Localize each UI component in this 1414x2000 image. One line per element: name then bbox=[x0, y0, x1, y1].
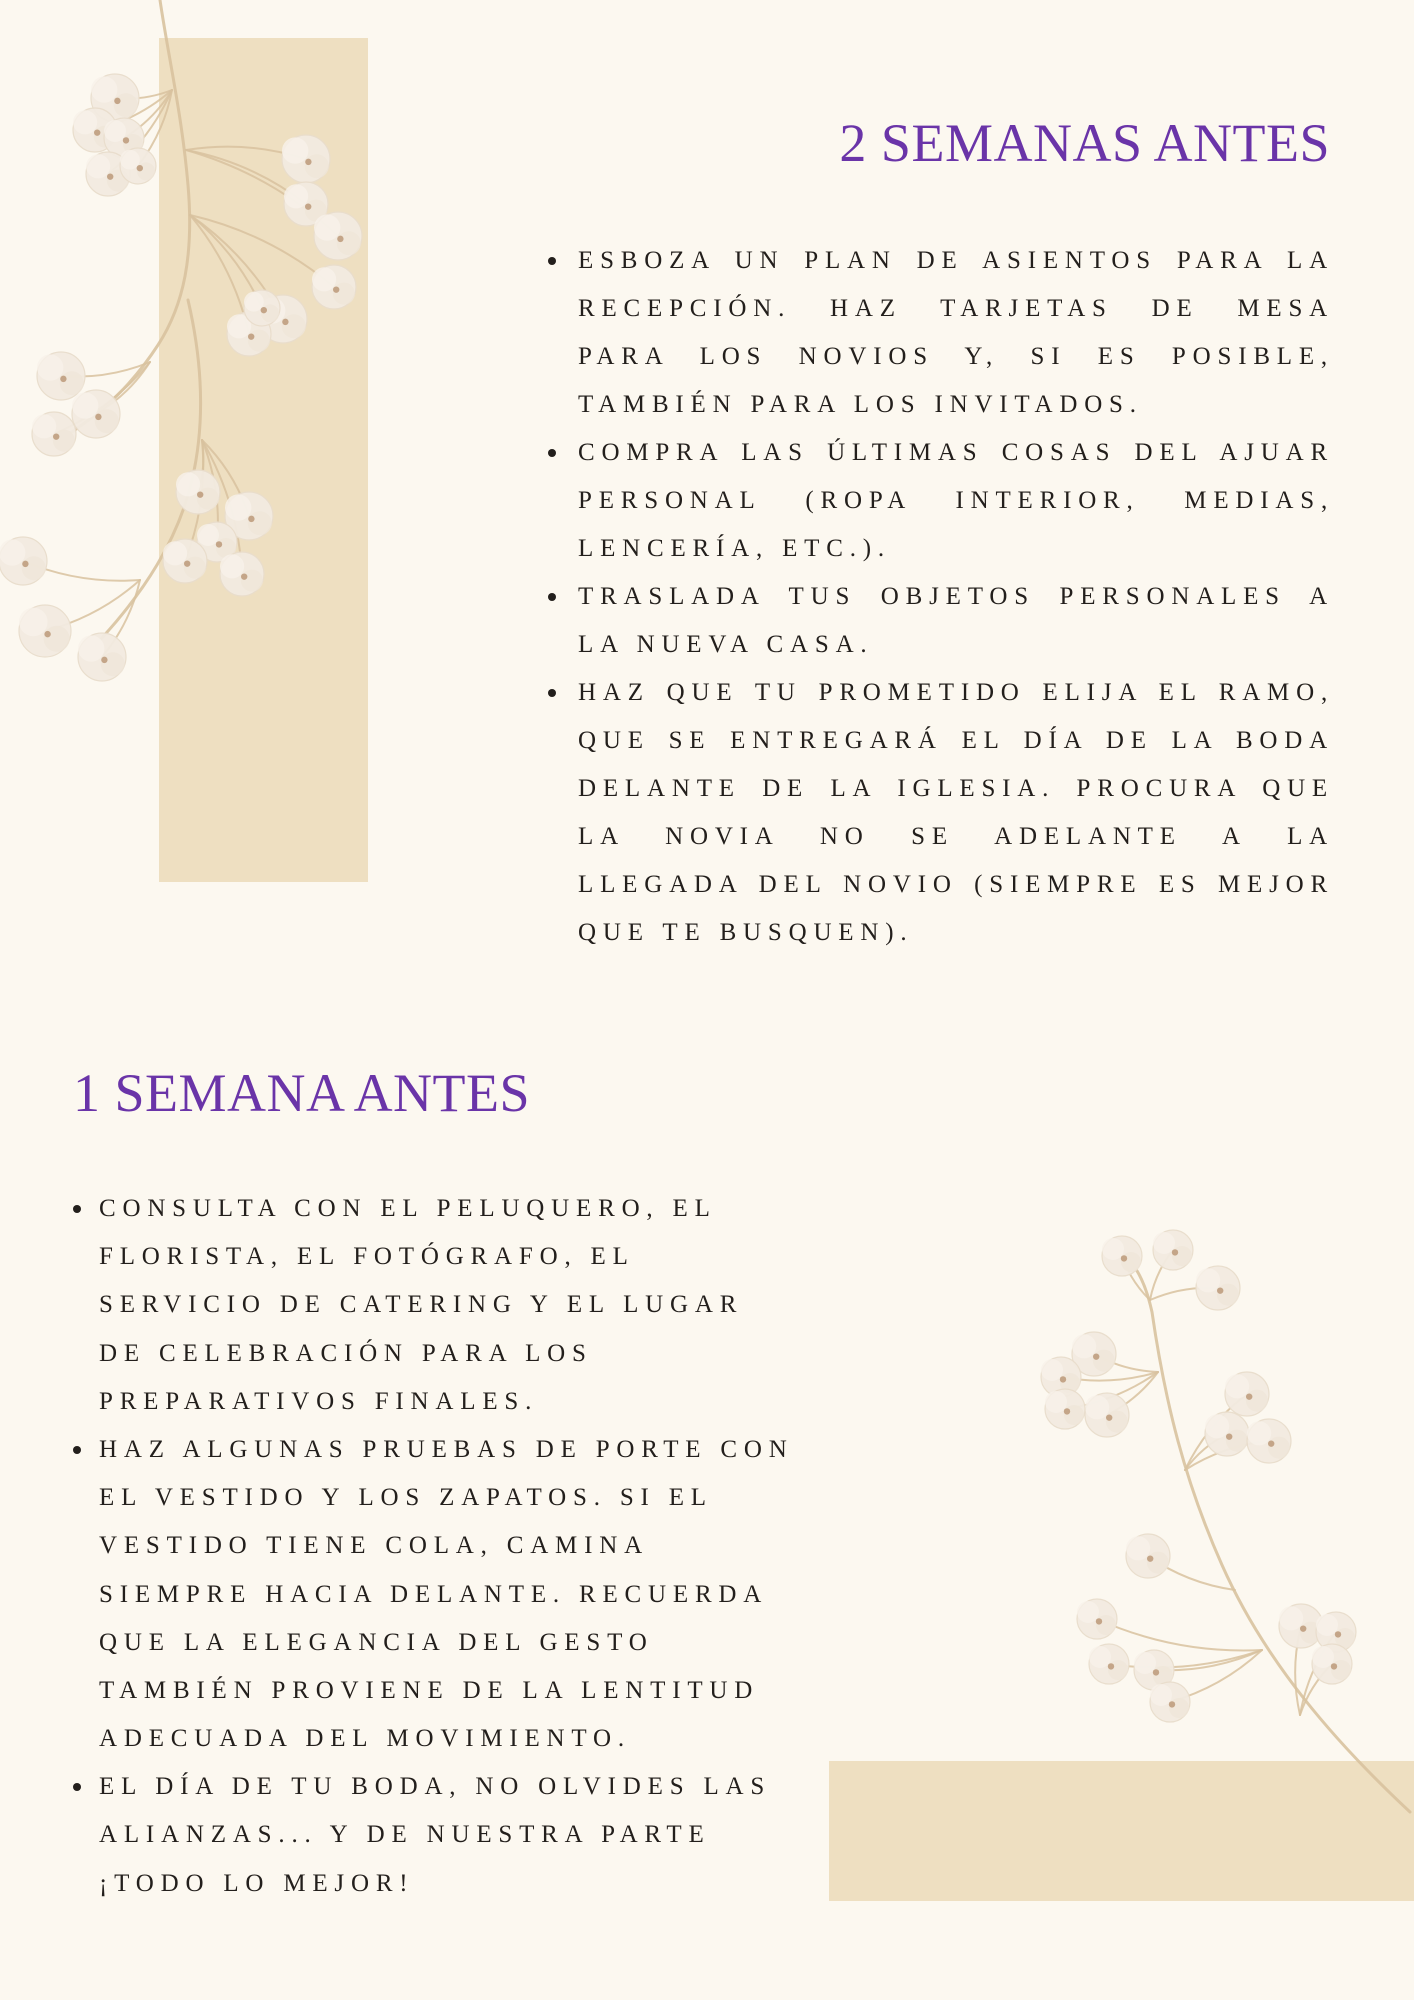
floral-branch-top-left-icon bbox=[0, 0, 362, 681]
section-heading-one-week: 1 SEMANA ANTES bbox=[73, 1063, 531, 1123]
list-item-line: DE CELEBRACIÓN PARA LOS bbox=[99, 1339, 593, 1367]
checklist-one-week bbox=[99, 1185, 839, 1908]
flower-bud bbox=[19, 605, 71, 657]
list-item-line: QUE TE BUSQUEN). bbox=[578, 919, 914, 946]
bud-petal bbox=[241, 570, 263, 592]
bud-center bbox=[1246, 1393, 1252, 1399]
bud-petal bbox=[101, 652, 125, 676]
list-item-line: CONSULTA CON EL PELUQUERO, EL bbox=[99, 1195, 717, 1222]
list-item-line: EL DÍA DE TU BODA, NO OLVIDES LAS bbox=[99, 1773, 772, 1801]
bud-petal bbox=[163, 541, 187, 565]
flower-bud bbox=[1045, 1389, 1085, 1429]
flower-bud bbox=[220, 552, 264, 596]
bud-petal bbox=[1085, 1395, 1109, 1419]
bud-petal bbox=[73, 110, 97, 134]
bud-petal bbox=[1169, 1698, 1189, 1718]
bud-petal bbox=[282, 314, 306, 338]
bullet-icon bbox=[548, 689, 556, 697]
bud-center bbox=[1153, 1669, 1159, 1675]
list-item bbox=[578, 237, 1334, 429]
flower-bud bbox=[1196, 1266, 1240, 1310]
bud-petal bbox=[1077, 1601, 1099, 1623]
list-item-line: PREPARATIVOS FINALES. bbox=[99, 1387, 539, 1415]
bud-petal bbox=[44, 626, 70, 652]
branch-stem bbox=[1128, 1258, 1410, 1812]
bud-center bbox=[248, 516, 254, 522]
bud-center bbox=[1331, 1663, 1337, 1669]
bud-center bbox=[1300, 1625, 1306, 1631]
bud-petal bbox=[337, 231, 361, 255]
bud-center bbox=[114, 98, 120, 104]
bud-center bbox=[60, 376, 66, 382]
list-item-line: LLEGADA DEL NOVIO (SIEMPRE ES MEJOR bbox=[578, 871, 1334, 898]
bud-petal bbox=[312, 267, 336, 291]
list-item-line: ADECUADA DEL MOVIMIENTO. bbox=[99, 1725, 631, 1753]
bud-petal bbox=[1268, 1437, 1290, 1459]
bud-center bbox=[123, 137, 129, 143]
branch-stem bbox=[72, 0, 190, 432]
flower-bud bbox=[1205, 1412, 1249, 1456]
bud-petal bbox=[1108, 1660, 1128, 1680]
list-item-line: LENCERÍA, ETC.). bbox=[578, 535, 891, 562]
bud-center bbox=[1108, 1663, 1114, 1669]
flower-bud bbox=[32, 412, 76, 456]
bud-petal bbox=[314, 214, 340, 240]
bud-center bbox=[305, 203, 311, 209]
bud-petal bbox=[60, 371, 84, 395]
section-heading-two-weeks: 2 SEMANAS ANTES bbox=[839, 113, 1330, 173]
list-item-line: QUE LA ELEGANCIA DEL GESTO bbox=[99, 1628, 654, 1656]
flower-bud bbox=[282, 135, 330, 183]
bud-petal bbox=[1106, 1411, 1128, 1433]
bud-petal bbox=[1072, 1334, 1096, 1358]
bud-petal bbox=[1045, 1391, 1067, 1413]
list-item-line: LA NOVIA NO SE ADELANTE A LA bbox=[578, 823, 1334, 850]
list-item bbox=[578, 669, 1334, 957]
bud-center bbox=[22, 561, 28, 567]
flower-bud bbox=[1089, 1644, 1129, 1684]
flower-bud bbox=[176, 470, 220, 514]
bud-center bbox=[1172, 1249, 1178, 1255]
flower-bud bbox=[1247, 1419, 1291, 1463]
bud-center bbox=[333, 286, 339, 292]
flower-bud bbox=[1085, 1393, 1129, 1437]
bud-petal bbox=[1316, 1614, 1338, 1636]
list-item-line: RECEPCIÓN. HAZ TARJETAS DE MESA bbox=[578, 295, 1334, 322]
bud-center bbox=[137, 165, 143, 171]
flower-bud bbox=[312, 265, 356, 309]
bud-petal bbox=[114, 93, 138, 117]
flower-bud bbox=[78, 633, 126, 681]
bud-petal bbox=[1205, 1414, 1229, 1438]
bud-center bbox=[1226, 1433, 1232, 1439]
bullet-icon bbox=[548, 593, 556, 601]
bud-petal bbox=[333, 283, 355, 305]
bud-center bbox=[1093, 1353, 1099, 1359]
list-item-line: PARA LOS NOVIOS Y, SI ES POSIBLE, bbox=[578, 343, 1334, 370]
bud-center bbox=[261, 307, 267, 313]
bud-petal bbox=[1172, 1246, 1192, 1266]
bud-petal bbox=[1121, 1252, 1141, 1272]
bud-petal bbox=[225, 494, 251, 520]
list-item-line: TAMBIÉN PROVIENE DE LA LENTITUD bbox=[99, 1676, 760, 1704]
bud-petal bbox=[1126, 1536, 1150, 1560]
list-item-line: ALIANZAS... Y DE NUESTRA PARTE bbox=[99, 1821, 711, 1849]
bud-center bbox=[1064, 1408, 1070, 1414]
bud-petal bbox=[120, 150, 140, 170]
bud-center bbox=[1060, 1376, 1066, 1382]
flower-bud bbox=[1153, 1230, 1193, 1270]
bud-petal bbox=[248, 511, 272, 535]
bud-petal bbox=[244, 292, 264, 312]
bud-petal bbox=[1312, 1646, 1334, 1668]
bud-petal bbox=[1102, 1238, 1124, 1260]
flower-bud bbox=[1077, 1599, 1117, 1639]
bud-petal bbox=[91, 76, 117, 102]
bud-center bbox=[1096, 1618, 1102, 1624]
bullet-icon bbox=[73, 1446, 81, 1454]
list-item bbox=[99, 1763, 839, 1908]
list-item-line: ESBOZA UN PLAN DE ASIENTOS PARA LA bbox=[578, 247, 1334, 274]
bud-petal bbox=[1096, 1615, 1116, 1635]
flower-bud bbox=[0, 537, 47, 585]
flower-bud bbox=[314, 212, 362, 260]
bud-petal bbox=[37, 354, 63, 380]
bud-petal bbox=[1246, 1390, 1268, 1412]
checklist-two-weeks bbox=[578, 237, 1334, 957]
bud-center bbox=[44, 631, 50, 637]
list-item-line: COMPRA LAS ÚLTIMAS COSAS DEL AJUAR bbox=[578, 439, 1334, 466]
list-item-line: ¡TODO LO MEJOR! bbox=[99, 1869, 415, 1897]
bud-center bbox=[107, 173, 113, 179]
list-item-line: TAMBIÉN PARA LOS INVITADOS. bbox=[578, 391, 1143, 418]
list-item-line: LA NUEVA CASA. bbox=[578, 631, 874, 658]
list-item-line: HAZ QUE TU PROMETIDO ELIJA EL RAMO, bbox=[578, 679, 1334, 706]
list-item-line: SERVICIO DE CATERING Y EL LUGAR bbox=[99, 1291, 744, 1319]
flower-bud bbox=[1150, 1682, 1190, 1722]
bud-center bbox=[53, 433, 59, 439]
flower-bud bbox=[1102, 1236, 1142, 1276]
bullet-icon bbox=[73, 1205, 81, 1213]
bud-petal bbox=[305, 154, 329, 178]
bud-petal bbox=[1331, 1660, 1351, 1680]
bud-petal bbox=[1147, 1552, 1169, 1574]
bud-center bbox=[248, 333, 254, 339]
bud-petal bbox=[197, 488, 219, 510]
list-item-line: QUE SE ENTREGARÁ EL DÍA DE LA BODA bbox=[578, 727, 1334, 754]
bud-petal bbox=[72, 392, 98, 418]
bud-petal bbox=[1225, 1374, 1249, 1398]
bud-petal bbox=[220, 554, 244, 578]
floral-branch-bottom-right-icon bbox=[1041, 1230, 1410, 1812]
bud-petal bbox=[1064, 1405, 1084, 1425]
bud-petal bbox=[184, 557, 206, 579]
bud-petal bbox=[19, 608, 48, 637]
bud-petal bbox=[1153, 1232, 1175, 1254]
bud-petal bbox=[78, 635, 104, 661]
flower-bud bbox=[37, 352, 85, 400]
bud-center bbox=[1217, 1287, 1223, 1293]
bud-center bbox=[95, 414, 101, 420]
bud-petal bbox=[22, 556, 46, 580]
bud-petal bbox=[1279, 1606, 1303, 1630]
flower-bud bbox=[244, 290, 280, 326]
list-item-line: PERSONAL (ROPA INTERIOR, MEDIAS, bbox=[578, 487, 1334, 514]
flower-bud bbox=[120, 148, 156, 184]
bud-petal bbox=[32, 414, 56, 438]
flower-bud bbox=[72, 390, 120, 438]
list-item-line: HAZ ALGUNAS PRUEBAS DE PORTE CON bbox=[99, 1435, 794, 1463]
bullet-icon bbox=[548, 449, 556, 457]
bud-petal bbox=[197, 524, 219, 546]
bud-petal bbox=[1247, 1421, 1271, 1445]
bud-petal bbox=[95, 409, 119, 433]
bud-center bbox=[197, 491, 203, 497]
flower-bud bbox=[163, 539, 207, 583]
branch-stem bbox=[100, 300, 201, 640]
bud-petal bbox=[1226, 1430, 1248, 1452]
flower-bud bbox=[1225, 1372, 1269, 1416]
bud-petal bbox=[176, 472, 200, 496]
bud-petal bbox=[282, 137, 308, 163]
bud-center bbox=[101, 657, 107, 663]
bud-center bbox=[1147, 1555, 1153, 1561]
twig-stem bbox=[190, 215, 334, 287]
bud-center bbox=[241, 573, 247, 579]
bud-center bbox=[305, 159, 311, 165]
flower-bud bbox=[1126, 1534, 1170, 1578]
twig-stem bbox=[1097, 1619, 1262, 1650]
bud-center bbox=[1121, 1255, 1127, 1261]
list-item-line: DELANTE DE LA IGLESIA. PROCURA QUE bbox=[578, 775, 1334, 802]
bud-petal bbox=[104, 120, 126, 142]
bud-petal bbox=[284, 184, 308, 208]
bud-center bbox=[216, 541, 222, 547]
list-item-line: VESTIDO TIENE COLA, CAMINA bbox=[99, 1532, 649, 1560]
bud-center bbox=[282, 319, 288, 325]
flower-bud bbox=[1312, 1644, 1352, 1684]
bud-petal bbox=[1089, 1646, 1111, 1668]
list-item-line: EL VESTIDO Y LOS ZAPATOS. SI EL bbox=[99, 1484, 713, 1512]
bud-center bbox=[1169, 1701, 1175, 1707]
bud-center bbox=[1106, 1414, 1112, 1420]
bud-petal bbox=[1150, 1684, 1172, 1706]
bullet-icon bbox=[548, 257, 556, 265]
bud-center bbox=[184, 560, 190, 566]
list-item bbox=[99, 1185, 839, 1426]
list-item bbox=[578, 573, 1334, 669]
bud-petal bbox=[86, 154, 110, 178]
bud-center bbox=[1335, 1631, 1341, 1637]
bud-petal bbox=[1041, 1359, 1063, 1381]
bud-petal bbox=[248, 330, 270, 352]
bud-center bbox=[1268, 1440, 1274, 1446]
list-item-line: FLORISTA, EL FOTÓGRAFO, EL bbox=[99, 1243, 635, 1271]
bud-center bbox=[94, 129, 100, 135]
list-item bbox=[99, 1426, 839, 1763]
bud-petal bbox=[1093, 1350, 1115, 1372]
list-item-line: TRASLADA TUS OBJETOS PERSONALES A bbox=[578, 583, 1334, 610]
list-item-line: SIEMPRE HACIA DELANTE. RECUERDA bbox=[99, 1580, 769, 1608]
bud-petal bbox=[0, 539, 25, 565]
bud-petal bbox=[1217, 1284, 1239, 1306]
bud-petal bbox=[1134, 1652, 1156, 1674]
bud-petal bbox=[53, 430, 75, 452]
bud-center bbox=[337, 236, 343, 242]
bud-petal bbox=[1196, 1268, 1220, 1292]
list-item bbox=[578, 429, 1334, 573]
